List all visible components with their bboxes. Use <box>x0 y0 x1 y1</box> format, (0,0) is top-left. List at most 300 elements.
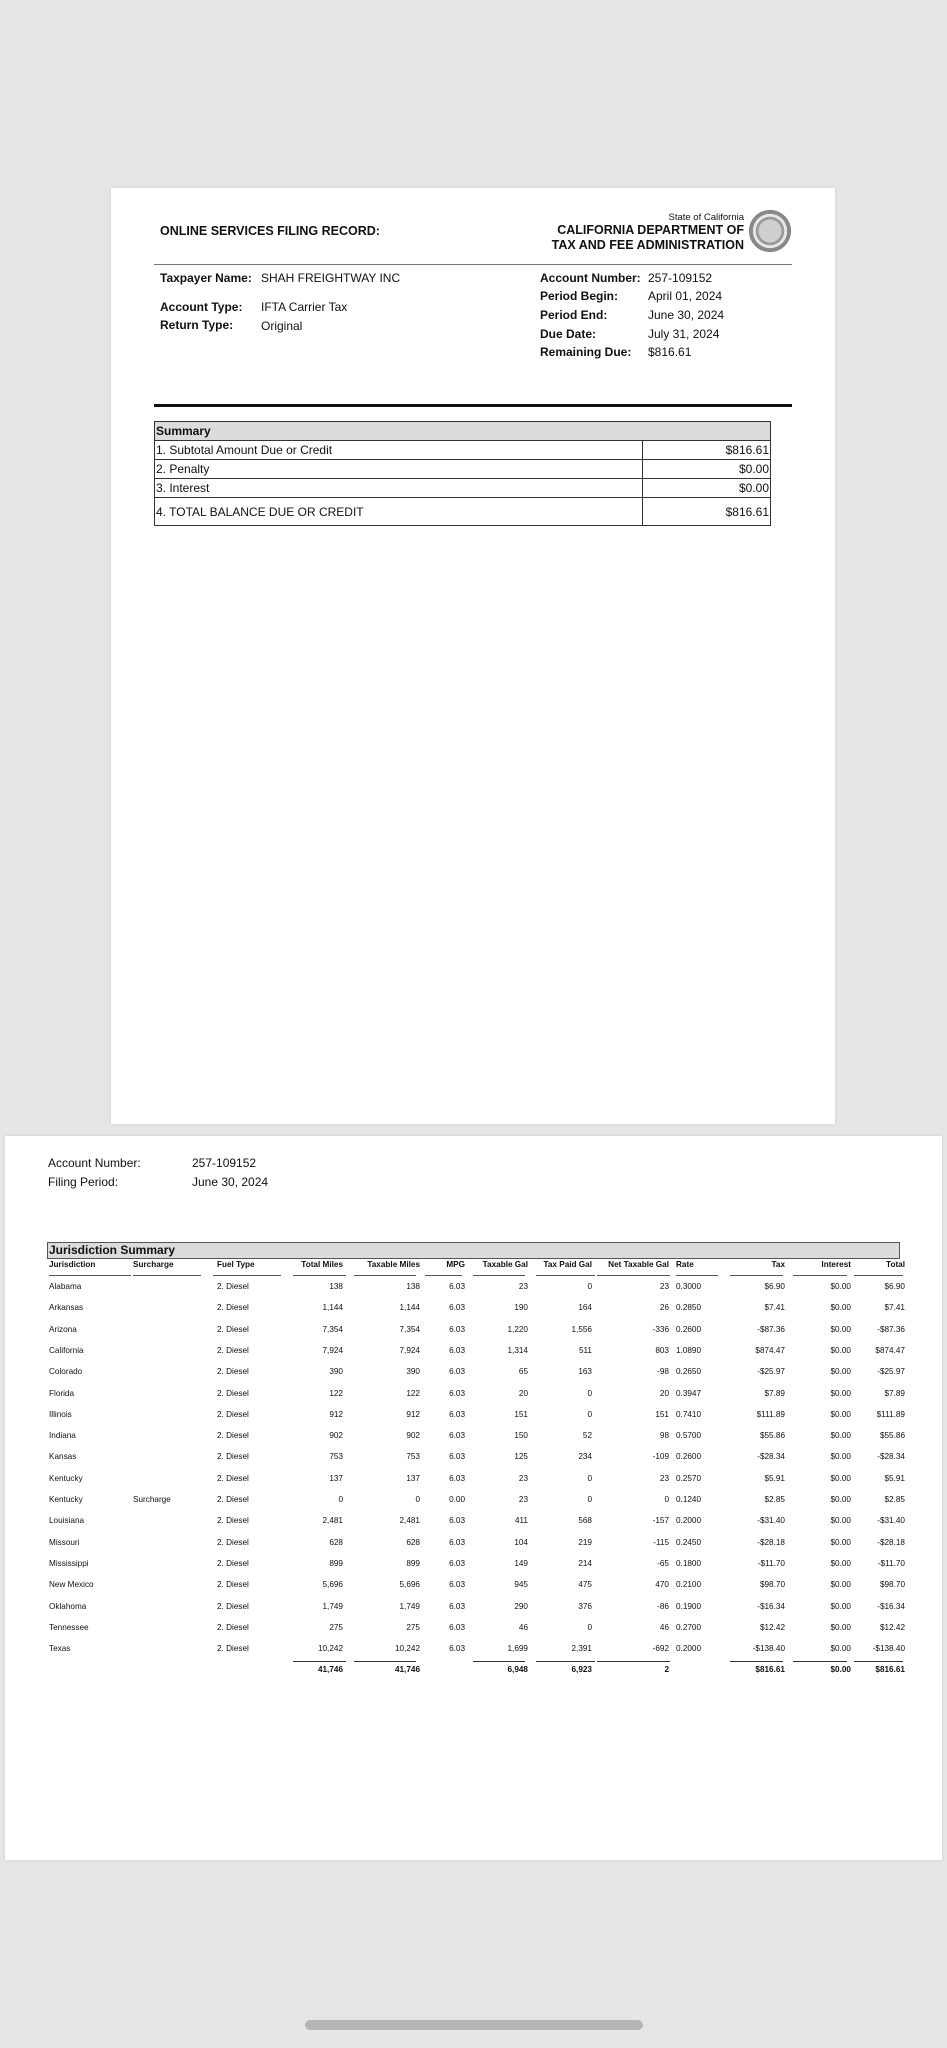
cell-rate: 0.3000 <box>676 1282 702 1291</box>
cell-jurisdiction: Oklahoma <box>49 1601 87 1611</box>
cell-taxable-gal: 1,220 <box>507 1324 528 1334</box>
page2-account-label: Account Number: <box>48 1156 141 1170</box>
cell-taxable-miles: 122 <box>406 1388 420 1398</box>
cell-net-taxable-gal: 470 <box>655 1580 669 1590</box>
summary-row <box>155 441 771 460</box>
account-number-label: Account Number: <box>540 271 641 285</box>
cell-total-miles: 2,481 <box>322 1516 343 1526</box>
cell-taxable-gal: 23 <box>518 1495 528 1504</box>
cell-total-miles: 138 <box>329 1282 343 1291</box>
section-divider <box>154 404 792 407</box>
cell-jurisdiction: Tennessee <box>49 1622 89 1632</box>
cell-taxable-miles: 137 <box>406 1473 420 1483</box>
summary-row-amount: $0.00 <box>643 460 771 479</box>
cell-total-miles: 7,924 <box>322 1345 343 1355</box>
cell-taxable-gal: 149 <box>514 1558 528 1568</box>
cell-taxable-gal: 125 <box>514 1452 528 1462</box>
cell-tax: -$31.40 <box>757 1516 785 1526</box>
cell-tax: $98.70 <box>759 1580 785 1590</box>
table-row <box>49 1361 905 1382</box>
cell-mpg: 6.03 <box>449 1282 465 1291</box>
cell-jurisdiction: Colorado <box>49 1367 83 1377</box>
filing-record-page <box>111 188 835 1124</box>
home-indicator[interactable] <box>305 2020 643 2030</box>
cell-tax-paid-gal: 0 <box>587 1409 592 1419</box>
cell-mpg: 6.03 <box>449 1431 465 1441</box>
cell-total: -$31.40 <box>877 1516 905 1526</box>
cell-net-taxable-gal: -86 <box>657 1601 669 1611</box>
cell-mpg: 6.03 <box>449 1601 465 1611</box>
cell-total: $6.90 <box>884 1282 905 1291</box>
cell-rate: 0.1800 <box>676 1558 702 1568</box>
cell-total: -$25.97 <box>877 1367 905 1377</box>
cell-tax: -$138.40 <box>752 1644 785 1654</box>
cell-interest: $0.00 <box>830 1580 851 1590</box>
table-row <box>49 1489 905 1510</box>
cell-total: $5.91 <box>884 1473 905 1483</box>
cell-total-miles: 1,144 <box>322 1303 343 1313</box>
cell-tax-paid-gal: 511 <box>578 1345 592 1355</box>
table-row <box>49 1617 905 1638</box>
cell-taxable-miles: 912 <box>406 1409 420 1419</box>
table-row <box>49 1596 905 1617</box>
cell-total: $12.42 <box>879 1622 905 1632</box>
cell-rate: 1.0890 <box>676 1345 702 1355</box>
total-interest: $0.00 <box>830 1665 851 1675</box>
cell-taxable-miles: 1,144 <box>399 1303 420 1313</box>
total-rule <box>854 1661 903 1662</box>
cell-fuel-type: 2. Diesel <box>217 1367 249 1377</box>
summary-row-label: 3. Interest <box>155 479 643 498</box>
cell-tax: -$25.97 <box>757 1367 785 1377</box>
cell-jurisdiction: Kansas <box>49 1452 77 1462</box>
cell-mpg: 6.03 <box>449 1409 465 1419</box>
total-rule <box>597 1661 670 1662</box>
cell-fuel-type: 2. Diesel <box>217 1431 249 1441</box>
cell-fuel-type: 2. Diesel <box>217 1601 249 1611</box>
cell-tax-paid-gal: 0 <box>587 1282 592 1291</box>
cell-tax: $874.47 <box>755 1345 785 1355</box>
cell-total: $7.89 <box>884 1388 905 1398</box>
cell-taxable-miles: 1,749 <box>399 1601 420 1611</box>
cell-tax: $55.86 <box>759 1431 785 1441</box>
cell-interest: $0.00 <box>830 1452 851 1462</box>
cell-tax: -$28.18 <box>757 1537 785 1547</box>
cell-total-miles: 390 <box>329 1367 343 1377</box>
cell-taxable-miles: 5,696 <box>399 1580 420 1590</box>
cell-net-taxable-gal: 803 <box>655 1345 669 1355</box>
total-rule <box>354 1661 416 1662</box>
cell-net-taxable-gal: 26 <box>659 1303 669 1313</box>
cell-tax: $7.41 <box>764 1303 785 1313</box>
cell-taxable-miles: 10,242 <box>394 1644 420 1654</box>
cell-fuel-type: 2. Diesel <box>217 1537 249 1547</box>
cell-taxable-gal: 23 <box>518 1473 528 1483</box>
header-divider <box>154 264 792 265</box>
cell-interest: $0.00 <box>830 1367 851 1377</box>
cell-taxable-miles: 0 <box>415 1495 420 1504</box>
cell-interest: $0.00 <box>830 1558 851 1568</box>
cell-mpg: 6.03 <box>449 1345 465 1355</box>
table-row <box>49 1425 905 1446</box>
column-header-tax: Tax <box>771 1260 785 1269</box>
taxpayer-name-label: Taxpayer Name: <box>160 271 252 285</box>
cell-taxable-miles: 7,354 <box>399 1324 420 1334</box>
cell-tax: $6.90 <box>764 1282 785 1291</box>
cell-mpg: 6.03 <box>449 1580 465 1590</box>
cell-rate: 0.2100 <box>676 1580 702 1590</box>
period-begin-label: Period Begin: <box>540 289 619 303</box>
cell-jurisdiction: Arkansas <box>49 1303 84 1313</box>
cell-interest: $0.00 <box>830 1537 851 1547</box>
cell-jurisdiction: Alabama <box>49 1282 82 1291</box>
cell-jurisdiction: California <box>49 1345 84 1355</box>
total-rule <box>536 1661 595 1662</box>
cell-rate: 0.2450 <box>676 1537 702 1547</box>
cell-mpg: 6.03 <box>449 1473 465 1483</box>
cell-taxable-miles: 2,481 <box>399 1516 420 1526</box>
cell-rate: 0.2600 <box>676 1452 702 1462</box>
cell-taxable-gal: 23 <box>518 1282 528 1291</box>
cell-interest: $0.00 <box>830 1516 851 1526</box>
column-header-net-taxable-gal: Net Taxable Gal <box>608 1260 669 1269</box>
summary-title: Summary <box>155 422 771 441</box>
total-tax: $816.61 <box>755 1665 785 1675</box>
due-date: July 31, 2024 <box>648 327 720 341</box>
cell-tax-paid-gal: 1,556 <box>571 1324 592 1334</box>
summary-row <box>155 460 771 479</box>
cell-total: -$87.36 <box>877 1324 905 1334</box>
period-end: June 30, 2024 <box>648 308 725 322</box>
cell-total-miles: 0 <box>338 1495 343 1504</box>
cell-rate: 0.1240 <box>676 1495 702 1504</box>
cell-tax: $2.85 <box>764 1495 785 1504</box>
cell-jurisdiction: Texas <box>49 1644 71 1654</box>
cell-rate: 0.5700 <box>676 1431 702 1441</box>
cell-jurisdiction: Florida <box>49 1388 75 1398</box>
cell-total: -$16.34 <box>877 1601 905 1611</box>
cell-net-taxable-gal: 20 <box>659 1388 669 1398</box>
cell-interest: $0.00 <box>830 1409 851 1419</box>
cell-net-taxable-gal: -336 <box>652 1324 669 1334</box>
total-rule <box>730 1661 783 1662</box>
total-total: $816.61 <box>875 1665 905 1675</box>
cell-total: -$28.34 <box>877 1452 905 1462</box>
cell-total: $55.86 <box>879 1431 905 1441</box>
cell-taxable-gal: 150 <box>514 1431 528 1441</box>
cell-jurisdiction: Indiana <box>49 1431 76 1441</box>
cell-rate: 0.2570 <box>676 1473 702 1483</box>
return-type-label: Return Type: <box>160 318 234 332</box>
cell-interest: $0.00 <box>830 1601 851 1611</box>
cell-fuel-type: 2. Diesel <box>217 1452 249 1462</box>
cell-tax: -$87.36 <box>757 1324 785 1334</box>
table-row <box>49 1510 905 1531</box>
cell-mpg: 6.03 <box>449 1388 465 1398</box>
column-header-interest: Interest <box>821 1260 851 1269</box>
cell-jurisdiction: Kentucky <box>49 1495 83 1504</box>
cell-tax-paid-gal: 568 <box>578 1516 592 1526</box>
column-header-rate: Rate <box>676 1260 694 1269</box>
total-net-taxable-gal: 2 <box>664 1665 669 1675</box>
cell-fuel-type: 2. Diesel <box>217 1345 249 1355</box>
cell-total: -$28.18 <box>877 1537 905 1547</box>
cell-tax-paid-gal: 214 <box>578 1558 592 1568</box>
total-rule <box>293 1661 346 1662</box>
jurisdiction-summary-title: Jurisdiction Summary <box>47 1242 900 1259</box>
column-header-mpg: MPG <box>446 1260 465 1269</box>
summary-row-label: 4. TOTAL BALANCE DUE OR CREDIT <box>155 498 643 526</box>
account-number: 257-109152 <box>648 271 713 285</box>
cell-rate: 0.2650 <box>676 1367 702 1377</box>
cell-interest: $0.00 <box>830 1324 851 1334</box>
cell-net-taxable-gal: -157 <box>652 1516 669 1526</box>
state-seal-icon <box>749 210 791 252</box>
summary-row-amount: $0.00 <box>643 479 771 498</box>
cell-mpg: 6.03 <box>449 1537 465 1547</box>
cell-fuel-type: 2. Diesel <box>217 1495 249 1504</box>
page-title: ONLINE SERVICES FILING RECORD: <box>160 224 380 238</box>
cell-interest: $0.00 <box>830 1622 851 1632</box>
cell-mpg: 6.03 <box>449 1367 465 1377</box>
cell-total: $98.70 <box>879 1580 905 1590</box>
column-header-taxable-miles: Taxable Miles <box>367 1260 420 1269</box>
column-header-taxable-gal: Taxable Gal <box>482 1260 528 1269</box>
total-taxable-gal: 6,948 <box>507 1665 528 1675</box>
table-row <box>49 1276 905 1297</box>
total-rule <box>473 1661 525 1662</box>
account-type-label: Account Type: <box>160 300 243 314</box>
cell-tax: -$11.70 <box>757 1558 785 1568</box>
cell-fuel-type: 2. Diesel <box>217 1473 249 1483</box>
cell-taxable-gal: 65 <box>518 1367 528 1377</box>
cell-tax-paid-gal: 234 <box>578 1452 592 1462</box>
cell-taxable-gal: 104 <box>514 1537 528 1547</box>
taxpayer-name: SHAH FREIGHTWAY INC <box>261 271 401 285</box>
cell-taxable-gal: 1,699 <box>507 1644 528 1654</box>
column-header-jurisdiction: Jurisdiction <box>49 1260 96 1269</box>
cell-total-miles: 628 <box>329 1537 343 1547</box>
cell-mpg: 6.03 <box>449 1558 465 1568</box>
cell-interest: $0.00 <box>830 1495 851 1504</box>
cell-tax-paid-gal: 163 <box>578 1367 592 1377</box>
total-taxable-miles: 41,746 <box>394 1665 420 1675</box>
cell-rate: 0.1900 <box>676 1601 702 1611</box>
cell-rate: 0.2600 <box>676 1324 702 1334</box>
cell-taxable-gal: 20 <box>518 1388 528 1398</box>
cell-total-miles: 1,749 <box>322 1601 343 1611</box>
cell-jurisdiction: Illinois <box>49 1409 72 1419</box>
cell-tax-paid-gal: 2,391 <box>571 1644 592 1654</box>
cell-fuel-type: 2. Diesel <box>217 1580 249 1590</box>
cell-taxable-miles: 899 <box>406 1558 420 1568</box>
cell-fuel-type: 2. Diesel <box>217 1303 249 1313</box>
cell-fuel-type: 2. Diesel <box>217 1622 249 1632</box>
department-line-2: TAX AND FEE ADMINISTRATION <box>551 238 744 252</box>
cell-taxable-gal: 151 <box>514 1409 528 1419</box>
cell-jurisdiction: Kentucky <box>49 1473 83 1483</box>
cell-net-taxable-gal: 23 <box>659 1473 669 1483</box>
cell-total-miles: 5,696 <box>322 1580 343 1590</box>
cell-total-miles: 275 <box>329 1622 343 1632</box>
cell-taxable-gal: 411 <box>514 1516 528 1526</box>
cell-taxable-miles: 390 <box>406 1367 420 1377</box>
cell-taxable-miles: 138 <box>406 1282 420 1291</box>
cell-rate: 0.2000 <box>676 1516 702 1526</box>
total-rule <box>793 1661 847 1662</box>
cell-net-taxable-gal: -115 <box>653 1537 669 1547</box>
column-header-total: Total <box>886 1260 905 1269</box>
column-header-fuel-type: Fuel Type <box>217 1260 255 1269</box>
cell-total-miles: 902 <box>329 1431 343 1441</box>
cell-taxable-miles: 275 <box>406 1622 420 1632</box>
cell-mpg: 6.03 <box>449 1644 465 1654</box>
summary-row-label: 2. Penalty <box>155 460 643 479</box>
cell-total-miles: 753 <box>329 1452 343 1462</box>
cell-mpg: 6.03 <box>449 1452 465 1462</box>
summary-header-row <box>155 422 771 441</box>
table-row <box>49 1468 905 1489</box>
cell-interest: $0.00 <box>830 1345 851 1355</box>
cell-tax-paid-gal: 475 <box>578 1580 592 1590</box>
period-end-label: Period End: <box>540 308 608 322</box>
summary-total-row <box>155 498 771 526</box>
cell-taxable-miles: 902 <box>406 1431 420 1441</box>
cell-net-taxable-gal: 98 <box>659 1431 669 1441</box>
cell-tax: -$16.34 <box>757 1601 785 1611</box>
cell-taxable-miles: 628 <box>406 1537 420 1547</box>
table-row <box>49 1383 905 1404</box>
cell-jurisdiction: Missouri <box>49 1537 80 1547</box>
filing-period: June 30, 2024 <box>192 1175 269 1189</box>
cell-tax-paid-gal: 376 <box>578 1601 592 1611</box>
cell-mpg: 6.03 <box>449 1324 465 1334</box>
cell-tax-paid-gal: 0 <box>587 1495 592 1504</box>
cell-rate: 0.2850 <box>676 1303 702 1313</box>
cell-fuel-type: 2. Diesel <box>217 1324 249 1334</box>
table-row <box>49 1574 905 1595</box>
cell-net-taxable-gal: -65 <box>657 1558 669 1568</box>
table-row <box>49 1319 905 1340</box>
cell-total-miles: 122 <box>329 1388 343 1398</box>
summary-row-label: 1. Subtotal Amount Due or Credit <box>155 441 643 460</box>
cell-tax: $7.89 <box>764 1388 785 1398</box>
cell-tax-paid-gal: 164 <box>578 1303 592 1313</box>
table-row <box>49 1446 905 1467</box>
filing-period-label: Filing Period: <box>48 1175 119 1189</box>
cell-fuel-type: 2. Diesel <box>217 1516 249 1526</box>
cell-rate: 0.7410 <box>676 1409 702 1419</box>
table-row <box>49 1340 905 1361</box>
table-row <box>49 1553 905 1574</box>
cell-interest: $0.00 <box>830 1431 851 1441</box>
column-header-surcharge: Surcharge <box>133 1260 174 1269</box>
account-type: IFTA Carrier Tax <box>261 300 348 314</box>
cell-mpg: 0.00 <box>449 1495 465 1504</box>
jurisdiction-page <box>5 1136 942 1860</box>
cell-jurisdiction: Mississippi <box>49 1558 89 1568</box>
cell-mpg: 6.03 <box>449 1516 465 1526</box>
cell-net-taxable-gal: -692 <box>652 1644 669 1654</box>
table-row <box>49 1404 905 1425</box>
cell-mpg: 6.03 <box>449 1622 465 1632</box>
cell-interest: $0.00 <box>830 1388 851 1398</box>
summary-table <box>154 421 771 526</box>
remaining-due-label: Remaining Due: <box>540 345 632 359</box>
table-row <box>49 1532 905 1553</box>
return-type: Original <box>261 319 303 333</box>
state-label: State of California <box>668 212 744 223</box>
cell-taxable-gal: 945 <box>514 1580 528 1590</box>
column-header-tax-paid-gal: Tax Paid Gal <box>543 1260 592 1269</box>
cell-net-taxable-gal: 23 <box>659 1282 669 1291</box>
cell-jurisdiction: Louisiana <box>49 1516 85 1526</box>
cell-total: $111.89 <box>876 1409 905 1419</box>
cell-rate: 0.2700 <box>676 1622 702 1632</box>
cell-total-miles: 7,354 <box>322 1324 343 1334</box>
summary-row <box>155 479 771 498</box>
period-begin: April 01, 2024 <box>648 289 723 303</box>
cell-taxable-gal: 1,314 <box>507 1345 528 1355</box>
cell-tax-paid-gal: 0 <box>587 1388 592 1398</box>
table-row <box>49 1638 905 1659</box>
cell-tax: $12.42 <box>759 1622 785 1632</box>
cell-tax-paid-gal: 219 <box>578 1537 592 1547</box>
cell-net-taxable-gal: 151 <box>655 1409 669 1419</box>
cell-fuel-type: 2. Diesel <box>217 1644 249 1654</box>
cell-surcharge: Surcharge <box>133 1495 171 1504</box>
cell-tax-paid-gal: 0 <box>587 1622 592 1632</box>
cell-jurisdiction: New Mexico <box>49 1580 94 1590</box>
cell-fuel-type: 2. Diesel <box>217 1409 249 1419</box>
cell-tax-paid-gal: 0 <box>587 1473 592 1483</box>
summary-row-amount: $816.61 <box>643 441 771 460</box>
cell-tax: -$28.34 <box>757 1452 785 1462</box>
page2-account-number: 257-109152 <box>192 1156 257 1170</box>
department-name <box>552 223 744 253</box>
cell-interest: $0.00 <box>830 1282 851 1291</box>
cell-rate: 0.3947 <box>676 1388 702 1398</box>
cell-mpg: 6.03 <box>449 1303 465 1313</box>
cell-total: $2.85 <box>884 1495 905 1504</box>
cell-fuel-type: 2. Diesel <box>217 1558 249 1568</box>
cell-fuel-type: 2. Diesel <box>217 1388 249 1398</box>
cell-taxable-gal: 290 <box>514 1601 528 1611</box>
cell-total-miles: 899 <box>329 1558 343 1568</box>
cell-interest: $0.00 <box>830 1303 851 1313</box>
cell-tax: $5.91 <box>764 1473 785 1483</box>
cell-rate: 0.2000 <box>676 1644 702 1654</box>
cell-net-taxable-gal: -98 <box>657 1367 669 1377</box>
cell-total-miles: 137 <box>329 1473 343 1483</box>
cell-taxable-gal: 46 <box>518 1622 528 1632</box>
column-header-total-miles: Total Miles <box>301 1260 343 1269</box>
table-row <box>49 1297 905 1318</box>
cell-net-taxable-gal: -109 <box>652 1452 669 1462</box>
cell-taxable-miles: 7,924 <box>399 1345 420 1355</box>
total-total-miles: 41,746 <box>317 1665 343 1675</box>
total-tax-paid-gal: 6,923 <box>571 1665 592 1675</box>
cell-total-miles: 10,242 <box>317 1644 343 1654</box>
cell-jurisdiction: Arizona <box>49 1324 77 1334</box>
cell-tax: $111.89 <box>756 1409 785 1419</box>
cell-taxable-gal: 190 <box>514 1303 528 1313</box>
remaining-due: $816.61 <box>648 345 692 359</box>
cell-total: -$11.70 <box>877 1558 905 1568</box>
cell-net-taxable-gal: 0 <box>664 1495 669 1504</box>
cell-net-taxable-gal: 46 <box>659 1622 669 1632</box>
cell-interest: $0.00 <box>830 1644 851 1654</box>
